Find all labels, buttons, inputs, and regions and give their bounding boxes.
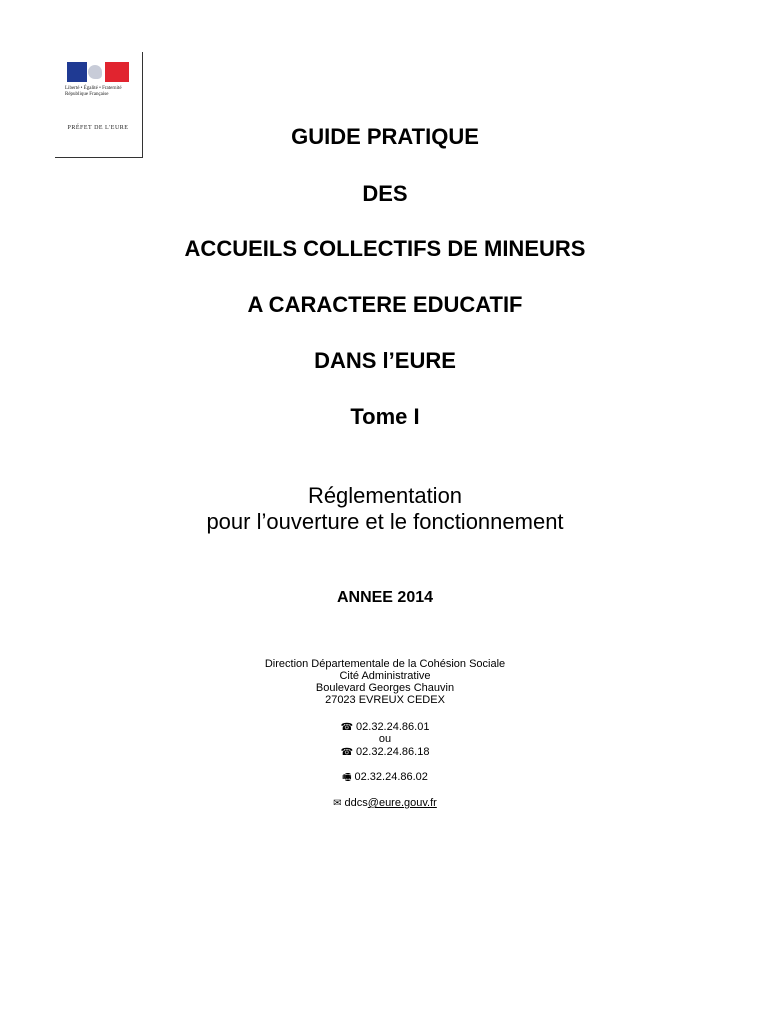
city-postcode: 27023 EVREUX CEDEX xyxy=(325,694,445,706)
volume-title: Tome I xyxy=(350,404,420,429)
address-block xyxy=(0,658,770,706)
street-address: Boulevard Georges Chauvin xyxy=(315,682,455,694)
building-name: Cité Administrative xyxy=(339,670,431,682)
subtitle-line-2: pour l’ouverture et le fonctionnement xyxy=(206,509,564,534)
email-link[interactable]: @eure.gouv.fr xyxy=(367,797,437,809)
phone-number-1: 02.32.24.86.01 xyxy=(356,721,430,733)
marianne-profile xyxy=(88,65,102,79)
fax-number: 02.32.24.86.02 xyxy=(354,771,428,783)
envelope-icon: ✉ xyxy=(333,798,342,809)
title-line-2: DES xyxy=(362,181,408,206)
title-line-4: A CARACTERE EDUCATIF xyxy=(247,292,523,317)
fax-icon: 🖷 xyxy=(342,772,352,783)
subtitle-line-1: Réglementation xyxy=(307,483,463,508)
year-label: ANNEE 2014 xyxy=(336,589,434,606)
org-name: Direction Départementale de la Cohésion Sociale xyxy=(264,658,506,670)
flag-blue-band xyxy=(67,62,87,82)
logo-prefet-label: PRÉFET DE L'EURE xyxy=(67,125,129,131)
phone-icon: ☎ xyxy=(340,747,354,758)
phone-icon: ☎ xyxy=(340,722,354,733)
flag-red-band xyxy=(105,62,129,82)
title-line-5: DANS l’EURE xyxy=(314,348,456,373)
marianne-flag-icon xyxy=(67,62,129,82)
phone-number-2: 02.32.24.86.18 xyxy=(356,746,430,758)
email-line xyxy=(0,797,770,810)
or-label: ou xyxy=(378,733,392,745)
title-line-1: GUIDE PRATIQUE xyxy=(291,124,479,149)
email-prefix: ddcs xyxy=(344,797,368,809)
fax-line xyxy=(0,771,770,784)
phone-line-2 xyxy=(0,746,770,759)
title-line-3: ACCUEILS COLLECTIFS DE MINEURS xyxy=(184,236,586,261)
flag-white-band xyxy=(87,62,105,82)
logo-motto: Liberté • Égalité • Fraternité République Française xyxy=(65,86,122,97)
subtitle xyxy=(0,483,770,535)
